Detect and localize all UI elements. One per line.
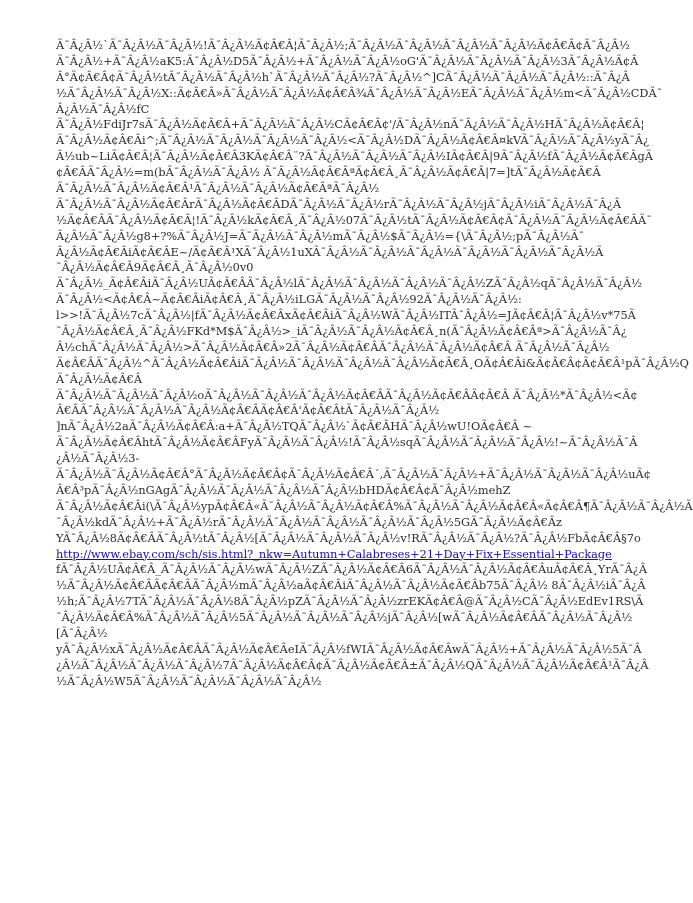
text-line: Â€Â³pÃ¯Â¿Â½nGAgÃ¯Â¿Â½Ã¯Â¿Â½Ã¯Â¿Â½Ã¯Â¿Â½bHDÃ¢Â€Â¢Ã¯Â¿Â½mehZ [56,483,511,497]
text-line: Ã¯Â¿Â½Ã¢Â€Âi^;Ã¯Â¿Â½Ã¯Â¿Â½Ã¯Â¿Â½Ã¯Â¿Â½<Ã¯Â¿Â½DÃ¯Â¿Â½Ã¢Â€Â¤kVÃ¯Â¿Â½Ã¯Â¿Â½yÃ¯Â¿ [56,134,650,148]
text-line: ¯Â¿Â½Ã¢Â€Â%Ã¯Â¿Â½Ã¯Â¿Â½5Ã¯Â¿Â½Ã¯Â¿Â½Ã¯Â¿Â½jÃ¯Â¿Â½[wÃ¯Â¿Â½Ã¢Â€ÂÃ¯Â¿Â½Ã¯Â¿Â½ [56,611,633,625]
text-line: Ã¯Â¿Â½Ã¯Â¿Â½Ã¢Â€Â¹Ã¯Â¿Â½Ã¯Â¿Â½Ã¢Â€ÂªÃ¯Â¿Â½ [56,182,380,196]
text-line: ½h;Ã¯Â¿Â½7TÃ¯Â¿Â½Ã¯Â¿Â½8Ã¯Â¿Â½pZÃ¯Â¿Â½Ã¯Â¿Â½zrEKÃ¢Â€Â@Ã¯Â¿Â½CÃ¯Â¿Â½EdEv1RS\Ã [56,595,644,609]
text-line: ¿Â½Ã¯Â¿Â½3- [56,452,140,466]
text-line: ¯Â¿Â½Ã¢Â€Â¸Ã¯Â¿Â½FKd*M$Ã¯Â¿Â½>_iÃ¯Â¿Â½Ã¯Â¿Â½Ã¢Â€Â¸n(Ã¯Â¿Â½Ã¢Â€Âª>Ã¯Â¿Â½Ã¯Â¿ [56,325,627,339]
text-line: Ã¯Â¿Â½FdiJr7sÃ¯Â¿Â½Ã¢Â€Â+Ã¯Â¿Â½Ã¯Â¿Â½CÃ¢Â€Â¢'/Ã¯Â¿Â½nÃ¯Â¿Â½Ã¯Â¿Â½HÃ¯Â¿Â½Ã¢Â€Â¦ [56,118,645,132]
text-line: fÃ¯Â¿Â½UÃ¢Â€Â_Ã¯Â¿Â½Ã¯Â¿Â½wÃ¯Â¿Â½ZÃ¯Â¿Â½Ã¢Â€Â6Ã¯Â¿Â½Ã¯Â¿Â½Ã¢Â€ÂuÃ¢Â€Â¸YrÃ¯Â¿Â [56,563,647,577]
text-line: ½Ã¯Â¿Â½Ã¢Â€ÂÃ¢Â€ÂÃ¯Â¿Â½mÃ¯Â¿Â½aÃ¢Â€ÂiÃ¯Â¿Â½Ã¯Â¿Â½Ã¢Â€Âb75Ã¯Â¿Â½ 8Ã¯Â¿Â½iÃ¯Â¿Â [56,579,646,593]
text-line: ½Ã¯Â¿Â½W5Ã¯Â¿Â½Ã¯Â¿Â½Ã¯Â¿Â½Ã¯Â¿Â½ [56,674,322,688]
text-line: ¯Â¿Â½Ã¢Â€Â9Ã¢Â€Â¸Ã¯Â¿Â½0v0 [56,261,254,275]
text-line: l>>!Ã¯Â¿Â½7cÃ¯Â¿Â½|fÃ¯Â¿Â½Ã¢Â€ÂxÃ¢Â€ÂiÃ¯Â¿Â½WÃ¯Â¿Â½ITÃ¯Â¿Â½=JÃ¢Â€Â¦Ã¯Â¿Â½v*75Ã [56,309,636,323]
text-line: ½Ã¢Â€ÂÃ¯Â¿Â½Ã¢Â€Â¦!Ã¯Â¿Â½kÃ¢Â€Â¸Ã¯Â¿Â½07Ã¯Â¿Â½tÃ¯Â¿Â½Ã¢Â€Â¢Ã¯Â¿Â½Ã¯Â¿Â½Ã¢Â€ÂÃ¯ [56,213,652,227]
text-line: Ã¯Â¿Â½Ã¯Â¿Â½Ã¢Â€Â°Ã¯Â¿Â½Ã¢Â€Â¢Ã¯Â¿Â½Ã¢Â€Â´,Ã¯Â¿Â½Ã¯Â¿Â½+Ã¯Â¿Â½Ã¯Â¿Â½Ã¯Â¿Â½uÃ¢ [56,468,651,482]
ebay-search-link[interactable]: http://www.ebay.com/sch/sis.html?_nkw=Autumn+Calabreses+21+Day+Fix+Essential+Package [56,547,612,561]
text-line: Â½ub~LiÃ¢Â€Â¦Ã¯Â¿Â½Ã¢Â€Â3KÃ¢Â€Â¨?Ã¯Â¿Â½Ã¯Â¿Â½Ã¯Â¿Â½IÃ¢Â€Â|9Ã¯Â¿Â½fÃ¯Â¿Â½Ã¢Â€ÂgÃ [56,150,653,164]
text-line: Ã¯Â¿Â½<Ã¢Â€Â~Ã¢Â€ÂiÃ¢Â€Â¸Ã¯Â¿Â½iLGÃ¯Â¿Â½Ã¯Â¿Â½92Ã¯Â¿Â½Ã¯Â¿Â½: [56,293,522,307]
text-line: Â€ÂÃ¯Â¿Â½Ã¯Â¿Â½Ã¯Â¿Â½Ã¢Â€ÂÃ¢Â€Â'Ã¢Â€ÂtÃ¯Â¿Â½Ã¯Â¿Â½ [56,404,440,418]
text-line: YÃ¯Â¿Â½8Ã¢Â€ÂÃ¯Â¿Â½tÃ¯Â¿Â½[Ã¯Â¿Â½Ã¯Â¿Â½Ã¯Â¿Â½v!RÃ¯Â¿Â½Ã¯Â¿Â½?Ã¯Â¿Â½FbÃ¢Â€Â§7o [56,531,641,545]
text-line: ¯Â¿Â½kdÃ¯Â¿Â½+Ã¯Â¿Â½rÃ¯Â¿Â½Ã¯Â¿Â½Ã¯Â¿Â½Ã¯Â¿Â½Ã¯Â¿Â½5GÃ¯Â¿Â½Ã¢Â€Âz [56,515,562,529]
text-line: Â¿Â½Ã¯Â¿Â½g8+?%Ã¯Â¿Â½J=Ã¯Â¿Â½Ã¯Â¿Â½mÃ¯Â¿Â½$Ã¯Â¿Â½={\Ã¯Â¿Â½;pÃ¯Â¿Â½Ã¯ [56,229,585,243]
text-line: Ã¯Â¿Â½Ã¢Â€Âi(\Ã¯Â¿Â½ypÃ¢Â€Â«Ã¯Â¿Â½Ã¯Â¿Â½Ã¢Â€Â%Ã¯Â¿Â½Ã¯Â¿Â½Ã¢Â€Â«Ã¢Â€Â¶Ã¯Â¿Â½Ã¯Â¿Â½Ã [56,499,693,513]
text-line: Ã¯Â¿Â½+Ã¯Â¿Â½aK5:Ã¯Â¿Â½D5Ã¯Â¿Â½+Ã¯Â¿Â½Ã¯Â¿Â½oG'Ã¯Â¿Â½Ã¯Â¿Â½Ã¯Â¿Â½3Ã¯Â¿Â½Ã¢Â [56,54,639,68]
text-line: ]nÃ¯Â¿Â½2aÃ¯Â¿Â½Ã¢Â€Â:a+Ã¯Â¿Â½TQÃ¯Â¿Â½`Ã¢Â€ÂHÃ¯Â¿Â½wU!OÃ¢Â€Â ~ [56,420,533,434]
text-line: Ã¢Â€ÂÃ¯Â¿Â½^Ã¯Â¿Â½Ã¢Â€ÂiÃ¯Â¿Â½Ã¯Â¿Â½Ã¯Â¿Â½Ã¯Â¿Â½Ã¢Â€Â¸OÃ¢Â€Âi&Ã¢Â€Â¢Ã¢Â€Â¹pÃ¯Â¿Â½Q [56,356,689,370]
text-line: Ã¯Â¿Â½Ã¢Â€ÂhtÃ¯Â¿Â½Ã¢Â€ÂFyÃ¯Â¿Â½Ã¯Â¿Â½!Ã¯Â¿Â½sqÃ¯Â¿Â½Ã¯Â¿Â½Ã¯Â¿Â½!~Ã¯Â¿Â½Ã¯Â [56,436,638,450]
text-line: ½Ã¯Â¿Â½Ã¯Â¿Â½X::Ã¢Â€Â»Ã¯Â¿Â½Ã¯Â¿Â½Ã¢Â€Â¾Ã¯Â¿Â½Ã¯Â¿Â½EÃ¯Â¿Â½Ã¯Â¿Â½m<Ã¯Â¿Â½CDÃ¯ [56,86,663,100]
text-line: Â¿Â½Ã¯Â¿Â½fC [56,102,150,116]
text-line: Â°Ã¢Â€Â¢Ã¯Â¿Â½tÃ¯Â¿Â½Ã¯Â¿Â½h`Ã¯Â¿Â½Ã¯Â¿Â½?Ã¯Â¿Â½^]CÃ¯Â¿Â½Ã¯Â¿Â½Ã¯Â¿Â½::Ã¯Â¿Â [56,70,630,84]
text-line: ¢Â€ÂÃ¯Â¿Â½=m(bÃ¯Â¿Â½Ã¯Â¿Â½ Ã¯Â¿Â½Ã¢Â€ÂªÃ¢Â€Â¸Ã¯Â¿Â½Ã¢Â€Â|7=]tÃ¯Â¿Â½Ã¢Â€Â [56,166,601,180]
garbled-text-block-bottom [56,562,649,689]
text-line: Ã¯Â¿Â½`Ã¯Â¿Â½Ã¯Â¿Â½!Ã¯Â¿Â½Ã¢Â€Â¦Ã¯Â¿Â½;Ã¯Â¿Â½Ã¯Â¿Â½Ã¯Â¿Â½Ã¯Â¿Â½Ã¢Â€Â¢Ã¯Â¿Â½ [56,39,630,52]
text-line: yÃ¯Â¿Â½xÃ¯Â¿Â½Ã¢Â€ÂÃ¯Â¿Â½Ã¢Â€ÂeIÃ¯Â¿Â½fWIÃ¯Â¿Â½Ã¢Â€ÂwÃ¯Â¿Â½+Ã¯Â¿Â½Ã¯Â¿Â½5Ã¯Â [56,642,642,656]
text-line: Ã¯Â¿Â½Ã¯Â¿Â½Ã¯Â¿Â½oÃ¯Â¿Â½Ã¯Â¿Â½Ã¯Â¿Â½Ã¢Â€ÂÃ¯Â¿Â½Ã¢Â€ÂÃ¢Â€Â Ã¯Â¿Â½*Ã¯Â¿Â½<Ã¢ [56,388,638,402]
text-line: [Ã¯Â¿Â½ [56,626,108,640]
text-line: Ã¯Â¿Â½Ã¯Â¿Â½Ã¢Â€ÂrÃ¯Â¿Â½Ã¢Â€ÂDÃ¯Â¿Â½Ã¯Â¿Â½rÃ¯Â¿Â½Ã¯Â¿Â½jÃ¯Â¿Â½iÃ¯Â¿Â½Ã¯Â¿Â [56,197,622,211]
document-page [56,38,693,690]
text-line: ¿Â½Ã¯Â¿Â½Ã¯Â¿Â½Ã¯Â¿Â½7Ã¯Â¿Â½Ã¢Â€Â¢Ã¯Â¿Â½Ã¢Â€Â±Ã¯Â¿Â½QÃ¯Â¿Â½Ã¯Â¿Â½Ã¢Â€Â¹Ã¯Â¿Â [56,658,649,672]
garbled-text-block-top [56,38,693,547]
text-line: Ã¯Â¿Â½_Ã¢Â€ÂiÃ¯Â¿Â½UÃ¢Â€ÂÃ¯Â¿Â½lÃ¯Â¿Â½Ã¯Â¿Â½Ã¯Â¿Â½Ã¯Â¿Â½ZÃ¯Â¿Â½qÃ¯Â¿Â½Ã¯Â¿Â½ [56,277,643,291]
text-line: Â½chÃ¯Â¿Â½Ã¯Â¿Â½>Ã¯Â¿Â½Ã¢Â€Â»2Ã¯Â¿Â½Ã¢Â€ÂÃ¯Â¿Â½Ã¯Â¿Â½Ã¢Â€Â Ã¯Â¿Â½Ã¯Â¿Â½ [56,340,610,354]
text-line: Â¿Â½Ã¢Â€ÂiÃ¢Â€ÂE~/Ã¢Â€Â¹XÃ¯Â¿Â½1uXÃ¯Â¿Â½Ã¯Â¿Â½Ã¯Â¿Â½Ã¯Â¿Â½Ã¯Â¿Â½Ã¯Â¿Â½Ã [56,245,604,259]
text-line: Ã¯Â¿Â½Ã¢Â€Â [56,372,142,386]
